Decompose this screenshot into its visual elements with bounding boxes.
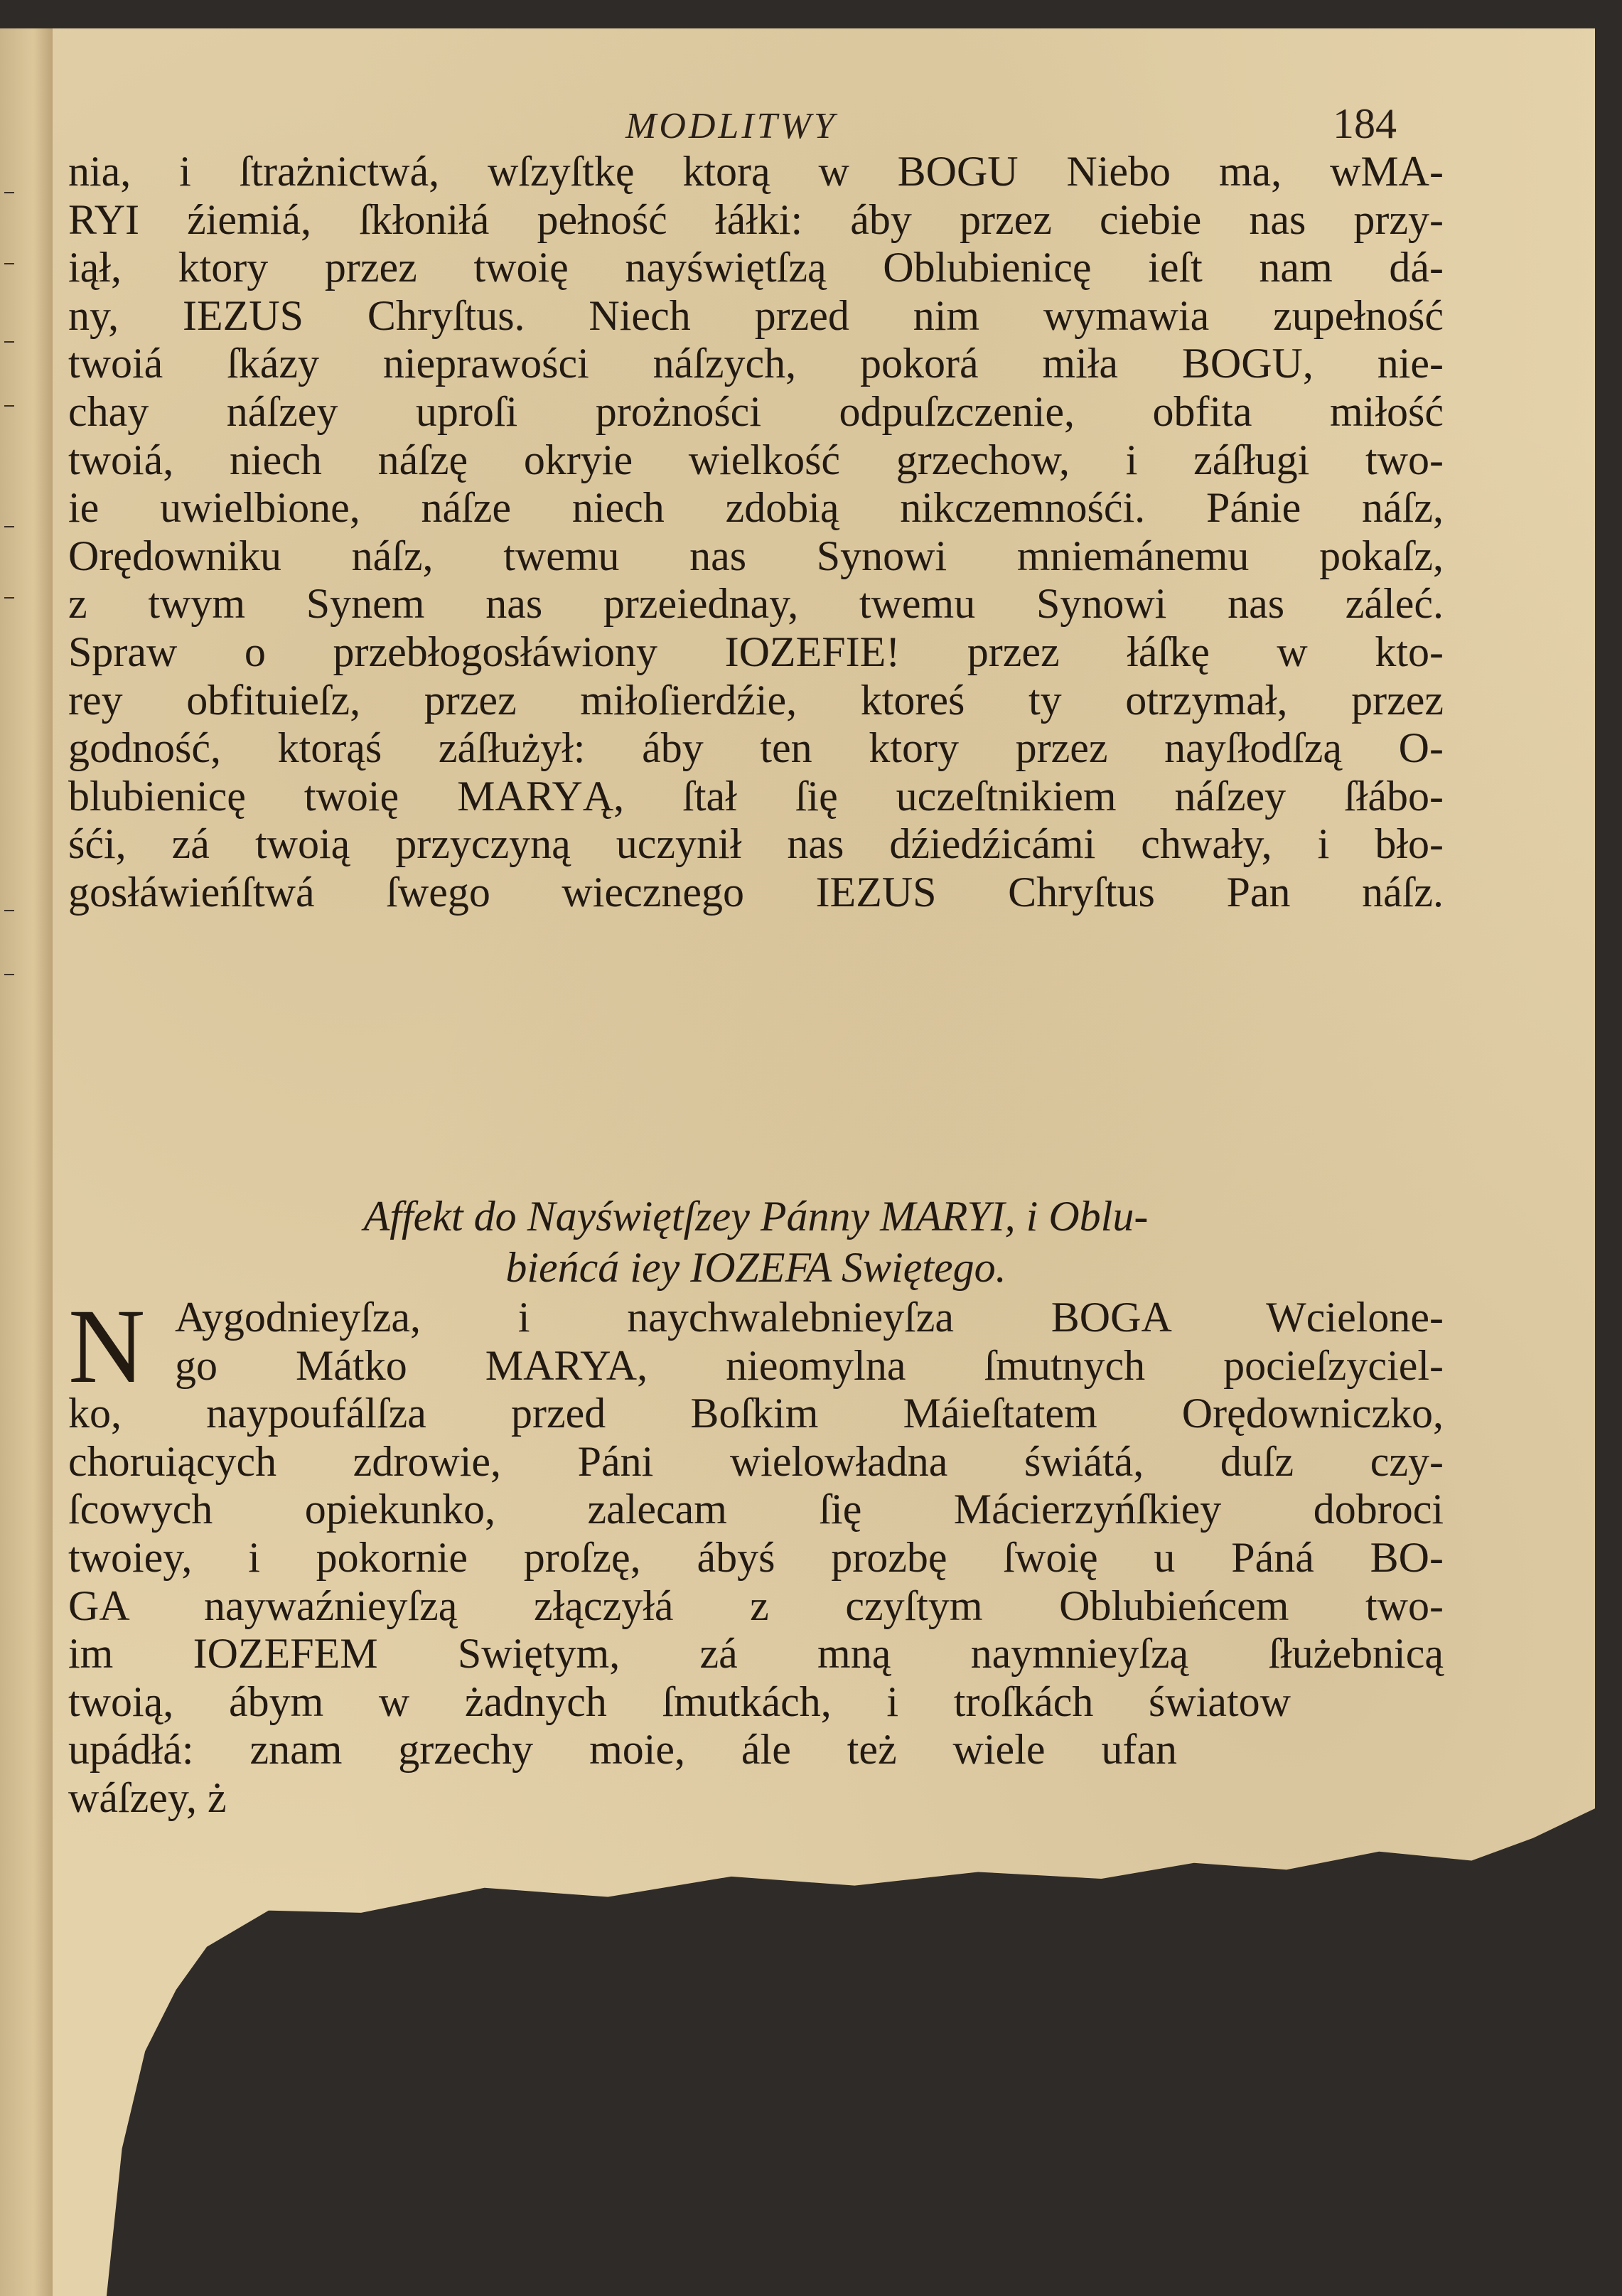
text-line: twoiá ſkázy nieprawości náſzych, pokorá miła BOGU, nie-	[68, 340, 1444, 387]
previous-page-edge	[0, 28, 55, 2296]
text-line: godność, ktorąś záſłużył: áby ten ktory przez nayſłodſzą O-	[68, 724, 1444, 772]
text-line: chay náſzey uproſi prożności odpuſzczenie, obfita miłość	[68, 387, 1444, 435]
text-line: rey obfituieſz, przez miłoſierdźie, ktoreś ty otrzymał, przez	[68, 676, 1444, 724]
margin-mark	[4, 341, 14, 343]
text-line: śći, zá twoią przyczyną uczynił nas dźiedźicámi chwały, i bło-	[68, 820, 1444, 868]
text-line: nia, i ſtrażnictwá, wſzyſtkę ktorą w BOGU Niebo ma, wMA-	[68, 148, 1444, 195]
text-line: GA naywaźnieyſzą złączyłá z czyſtym Oblubieńcem two-	[68, 1582, 1444, 1629]
margin-mark	[4, 974, 14, 975]
heading-line: bieńcá iey IOZEFA Swiętego.	[505, 1244, 1006, 1291]
page-number: 184	[1333, 100, 1397, 147]
text-line: choruiących zdrowie, Páni wielowładna świátá, duſz czy-	[68, 1437, 1444, 1485]
text-line: RYI źiemiá, ſkłoniłá pełność łáłki: áby przez ciebie nas przy-	[68, 195, 1444, 243]
text-line: iął, ktory przez twoię nayświętſzą Oblubienicę ieſt nam dá-	[68, 244, 1444, 291]
margin-mark	[4, 597, 14, 599]
text-line: wáſzey, ż	[68, 1774, 227, 1821]
text-line: twoiá, niech náſzę okryie wielkość grzechow, i záſługi two-	[68, 436, 1444, 483]
margin-mark	[4, 910, 14, 911]
text-line: gosłáwieńſtwá ſwego wiecznego IEZUS Chryſtus Pan náſz.	[68, 868, 1444, 916]
text-line: ny, IEZUS Chryſtus. Niech przed nim wymawia zupełność	[68, 291, 1444, 339]
margin-mark	[4, 526, 14, 527]
text-line: Orędowniku náſz, twemu nas Synowi mniemánemu pokaſz,	[68, 532, 1444, 579]
page-header	[0, 0, 1622, 156]
margin-mark	[4, 263, 14, 264]
drop-cap: N	[68, 1287, 146, 1405]
prayer-paragraph	[68, 148, 1444, 917]
text-line: upádłá: znam grzechy moie, ále też wiele ufan	[68, 1726, 1177, 1774]
running-title: MODLITWY	[625, 106, 837, 146]
text-line: go Mátko MARYA, nieomylna ſmutnych pocieſzyciel-	[175, 1341, 1444, 1389]
text-line: twoiey, i pokornie proſzę, ábyś prozbę ſwoię u Páná BO-	[68, 1533, 1444, 1581]
text-line: ko, naypoufálſza przed Boſkim Máieſtatem Orędowniczko,	[68, 1390, 1444, 1437]
text-line: im IOZEFEM Swiętym, zá mną naymnieyſzą ſłużebnicą	[68, 1630, 1444, 1678]
section-heading	[68, 1191, 1444, 1293]
prayer-paragraph-2	[68, 1287, 1444, 1823]
text-line: twoią, ábym w żadnych ſmutkách, i troſkách światow	[68, 1678, 1291, 1725]
text-line: z twym Synem nas przeiednay, twemu Synowi nas záleć.	[68, 580, 1444, 628]
text-line: Spraw o przebłogosłáwiony IOZEFIE! przez łáſkę w kto-	[68, 628, 1444, 675]
text-line: ie uwielbione, náſze niech zdobią nikczemnośći. Pánie náſz,	[68, 484, 1444, 532]
margin-mark	[4, 192, 14, 193]
margin-mark	[4, 405, 14, 407]
text-line: Aygodnieyſza, i naychwalebnieyſza BOGA Wcielone-	[175, 1294, 1444, 1341]
heading-line: Affekt do Nayświętſzey Pánny MARYI, i Oblu-	[363, 1193, 1149, 1240]
text-line: blubienicę twoię MARYĄ, ſtał ſię uczeſtnikiem náſzey ſłábo-	[68, 772, 1444, 820]
text-line: ſcowych opiekunko, zalecam ſię Mácierzyńſkiey dobroci	[68, 1486, 1444, 1533]
